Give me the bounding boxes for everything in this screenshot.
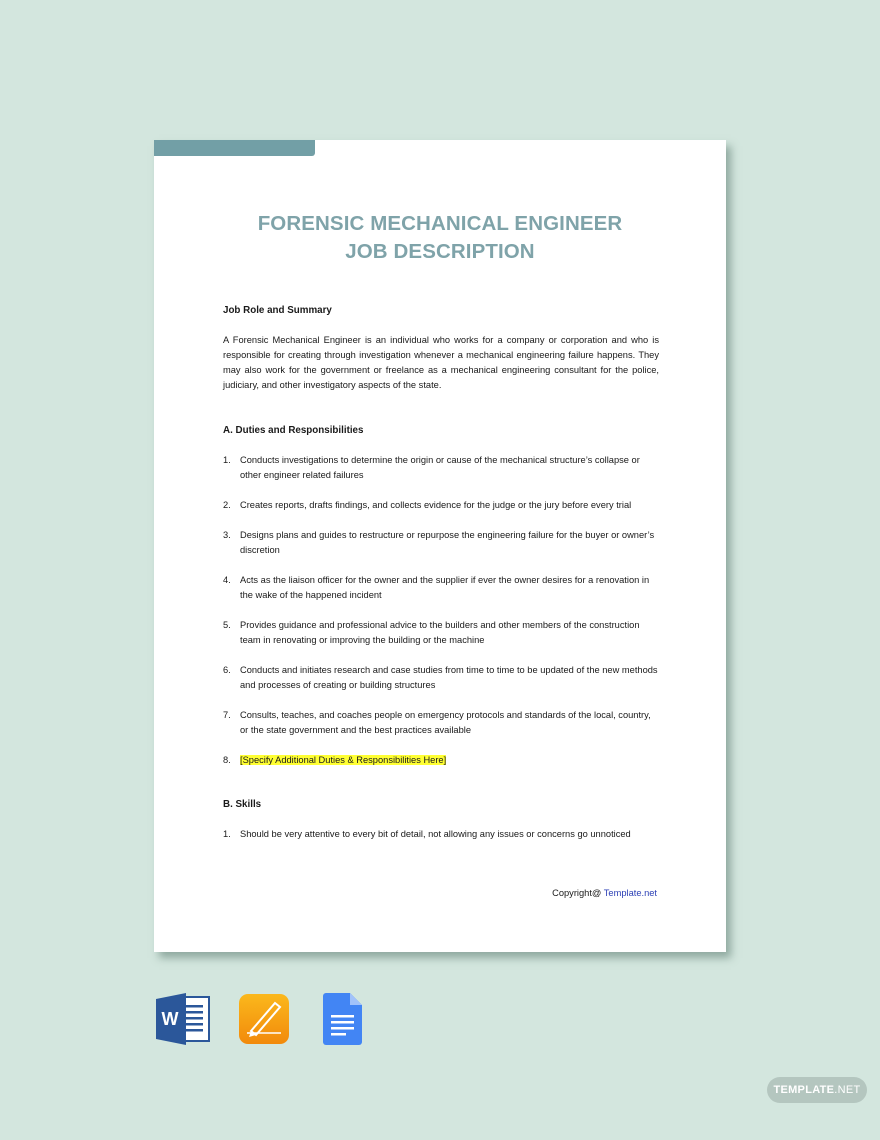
title-line-2: JOB DESCRIPTION [345, 240, 535, 263]
duties-heading: A. Duties and Responsibilities [223, 425, 364, 436]
list-item: 3. Designs plans and guides to restructure or repurpose the engineering failure for the buyer or owner’s discretion [223, 530, 655, 555]
skills-heading: B. Skills [223, 799, 262, 810]
summary-heading: Job Role and Summary [223, 305, 332, 316]
skills-list [223, 827, 659, 842]
accent-bar [154, 140, 315, 156]
document-body [223, 303, 659, 857]
template-net-link[interactable]: Template.net [603, 888, 657, 898]
list-item: 1. Should be very attentive to every bit of detail, not allowing any issues or concerns go unnoticed [223, 829, 631, 839]
duties-list [223, 453, 659, 768]
document-page [154, 140, 726, 952]
apple-pages-icon[interactable] [237, 993, 291, 1045]
list-item: 5. Provides guidance and professional advice to the builders and other members of the construction team in renovating or improving the building or the machine [223, 620, 640, 645]
list-item: 7. Consults, teaches, and coaches people on emergency protocols and standards of the local, country, or the state government and the best practices available [223, 710, 651, 735]
highlighted-placeholder[interactable]: [Specify Additional Duties & Responsibilities Here] [240, 755, 447, 765]
format-icons [156, 993, 399, 1045]
list-item: 1. Conducts investigations to determine the origin or cause of the mechanical structure’s collapse or other engineer related failures [223, 455, 640, 480]
google-docs-icon[interactable] [318, 993, 372, 1045]
title-line-1: FORENSIC MECHANICAL ENGINEER [257, 212, 623, 235]
list-item: 6. Conducts and initiates research and case studies from time to time to be updated of the new methods and processes of creating or building structures [223, 665, 658, 690]
list-item: 4. Acts as the liaison officer for the owner and the supplier if ever the owner desires for a renovation in the wake of the happened incident [223, 575, 650, 600]
template-net-watermark: TEMPLATE.NET [767, 1077, 867, 1103]
summary-paragraph: A Forensic Mechanical Engineer is an individual who works for a company or corporation and who is responsible for creating through investigation whenever a mechanical engineering failure happens. They may also work for the government or freelance as a mechanical engineering consultant for the police, judiciary, and other investigatory aspects of the state. [223, 335, 659, 390]
list-item-placeholder: 8. [Specify Additional Duties & Responsibilities Here] [223, 755, 447, 765]
microsoft-word-icon[interactable] [156, 993, 210, 1045]
copyright [552, 888, 657, 898]
svg-text:W: W [161, 1009, 179, 1029]
document-title [154, 210, 726, 266]
list-item: 2. Creates reports, drafts findings, and collects evidence for the judge or the jury before every trial [223, 500, 632, 510]
copyright-prefix: Copyright@ [552, 888, 604, 898]
